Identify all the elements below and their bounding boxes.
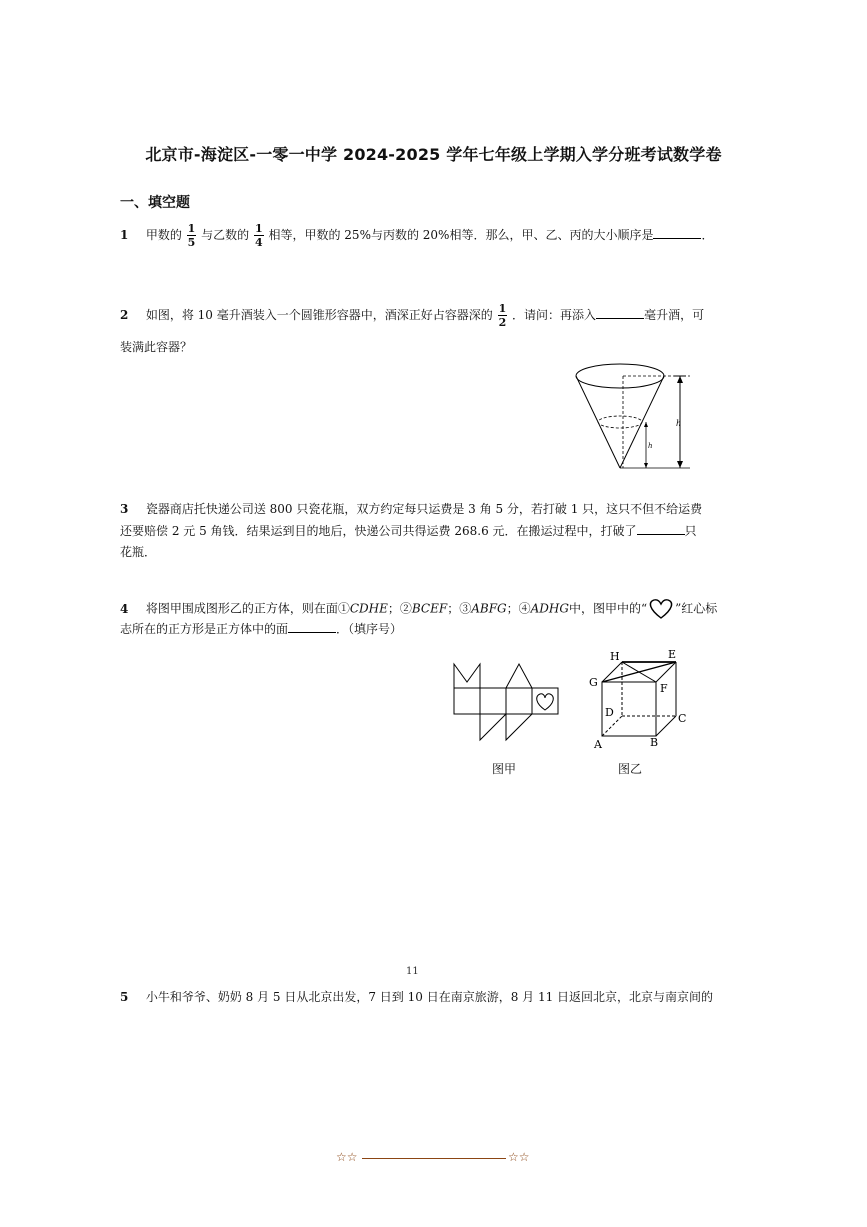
question-3: 3 瓷器商店托快递公司送 800 只瓷花瓶，双方约定每只运费是 3 角 5 分，若打破 1 只，这只不但不给运费 — [120, 502, 703, 516]
svg-text:A: A — [594, 738, 602, 751]
footer-ornament — [336, 1150, 536, 1166]
caption-figure-b: 图乙 — [618, 762, 643, 776]
question-4: 4 将图甲围成图形乙的正方体，则在面①CDHE；②BCEF；③ABFG；④ADHG中，图甲中的“ ”红心标 — [120, 598, 717, 620]
star-icon: ☆☆ — [336, 1150, 358, 1164]
svg-text:C: C — [678, 712, 687, 725]
label-h-half: h — [648, 442, 653, 450]
page-number: 11 — [406, 966, 419, 977]
answer-blank[interactable] — [653, 226, 701, 239]
heart-icon — [647, 598, 675, 620]
caption-figure-a: 图甲 — [492, 762, 517, 776]
question-number: 2 — [120, 308, 129, 322]
cube-figure — [586, 646, 696, 752]
question-5: 5 小牛和爷爷、奶奶 8 月 5 日从北京出发，7 日到 10 日在南京旅游，8 月 11 日返回北京，北京与南京间的 — [120, 990, 714, 1004]
svg-text:G: G — [589, 676, 598, 689]
cube-net-figure — [450, 660, 560, 744]
fraction: $\frac{1}{4}$ — [255, 222, 263, 249]
question-number: 5 — [120, 990, 129, 1004]
svg-text:D: D — [605, 706, 614, 719]
fraction: $\frac{1}{2}$ — [498, 302, 507, 329]
question-number: 3 — [120, 502, 129, 516]
question-3-line3: 花瓶． — [120, 545, 157, 559]
footer-divider — [362, 1158, 506, 1159]
section-heading: 一、填空题 — [120, 195, 190, 211]
answer-blank[interactable] — [637, 522, 685, 535]
fraction: $\frac{1}{5}$ — [187, 222, 196, 249]
answer-blank[interactable] — [288, 620, 336, 633]
heart-icon — [537, 694, 554, 710]
question-2-line2: 装满此容器？ — [120, 340, 193, 354]
question-1: 1 甲数的 $\frac{1}{5}$ 与乙数的 $\frac{1}{4}$ 相等，甲数的 25%与丙数的 20%相等．那么，甲、乙、丙的大小顺序是 ． — [120, 222, 714, 249]
answer-blank[interactable] — [596, 306, 644, 319]
question-2: 2 如图，将 10 毫升酒装入一个圆锥形容器中，酒深正好占容器深的 $\frac{1}{2}$ ．请问：再添入 毫升酒，可 — [120, 302, 705, 329]
question-3-line2: 还要赔偿 2 元 5 角钱．结果运到目的地后，快递公司共得运费 268.6 元．在搬运过程中，打破了 只 — [120, 524, 697, 538]
svg-text:H: H — [610, 650, 620, 663]
question-number: 4 — [120, 601, 129, 616]
star-icon: ☆☆ — [508, 1150, 530, 1164]
svg-text:F: F — [660, 682, 668, 695]
question-number: 1 — [120, 228, 129, 242]
document-title: 北京市-海淀区-一零一中学 2024-2025 学年七年级上学期入学分班考试数学卷 — [145, 145, 722, 164]
svg-text:E: E — [668, 648, 677, 661]
cone-figure — [570, 356, 700, 476]
question-4-line2: 志所在的正方形是正方体中的面 ．（填序号） — [120, 622, 403, 636]
label-h: h — [676, 419, 682, 428]
svg-text:B: B — [650, 736, 659, 749]
